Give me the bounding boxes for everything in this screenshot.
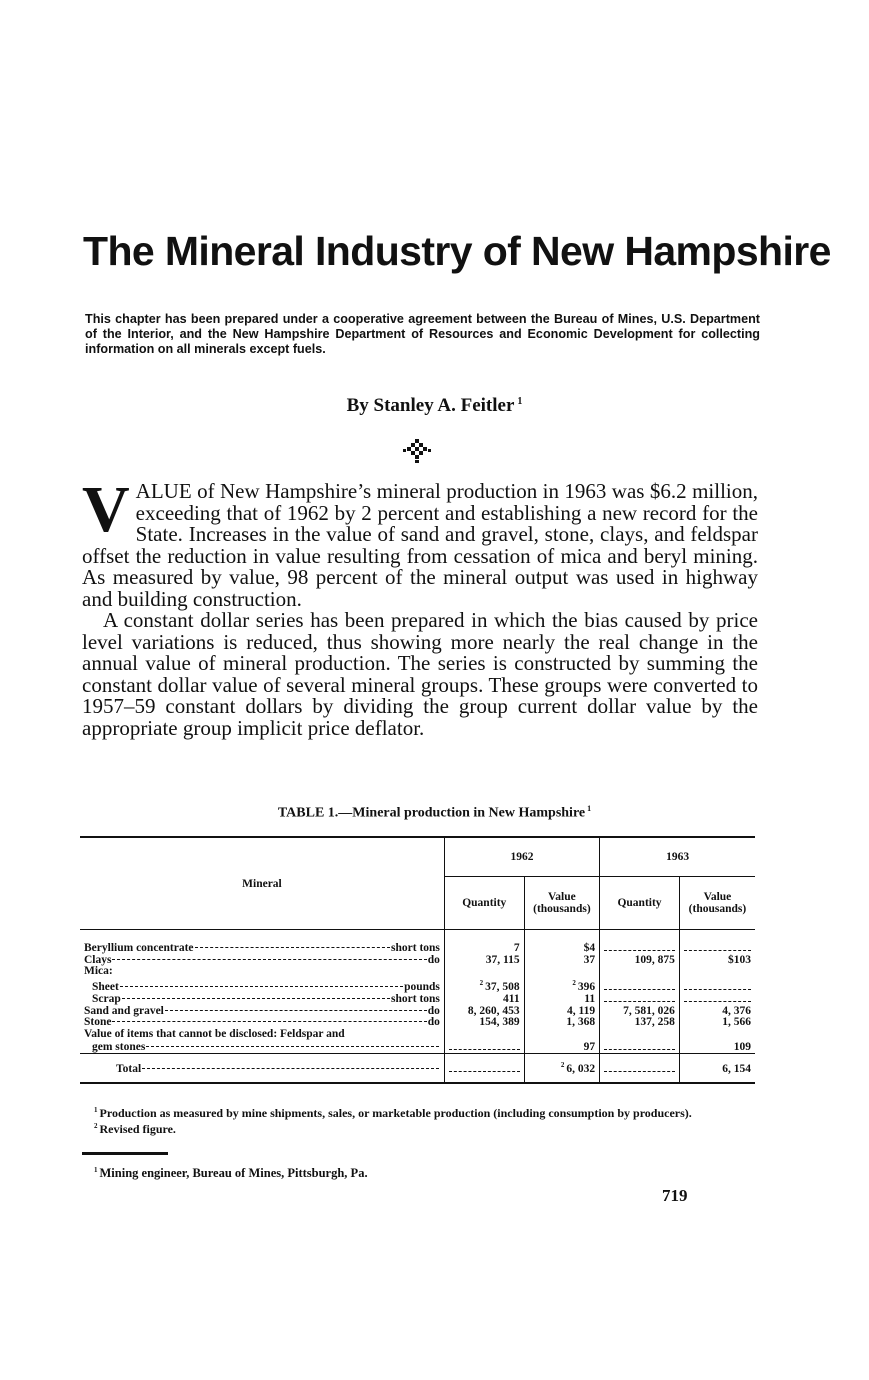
total-v1-value: 6, 032 (566, 1063, 596, 1075)
table-row (80, 978, 755, 993)
row-label: Stone (84, 1016, 112, 1029)
author-footnote-text: Mining engineer, Bureau of Mines, Pittsburgh, Pa. (99, 1166, 368, 1181)
table-caption-text: TABLE 1.—Mineral production in New Hampshire (277, 805, 586, 821)
header-value-1962 (524, 877, 600, 930)
revised-mark: 2 (479, 978, 484, 987)
footnote-1-text: Production as measured by mine shipments, sales, or marketable production (including consumption by producers). (99, 1106, 692, 1120)
row-label: Scrap (92, 993, 121, 1006)
cell-v1-value: 396 (577, 980, 596, 993)
footnote-1-mark: 1 (94, 1106, 98, 1114)
row-label: Clays (84, 953, 112, 966)
table-row (80, 942, 755, 955)
cell-q1: 8, 260, 453 (444, 1006, 524, 1018)
table-row (80, 955, 755, 967)
drop-cap: V (82, 473, 130, 546)
footnote-2-mark: 2 (94, 1122, 98, 1130)
cell-q2-empty (600, 993, 680, 1006)
cell-v2-empty (679, 978, 755, 993)
table-row (80, 993, 755, 1006)
page-number: 719 (662, 1186, 688, 1205)
cell-v1: $4 (524, 942, 600, 955)
cell-v1: 1, 368 (524, 1017, 600, 1029)
paragraph-1-text: ALUE of New Hampshire’s mineral production in 1963 was $6.2 million, exceeding that of 1962 by 2 percent and establishing a new record for the State. Increases in the value of sand and gravel, stone, clays, and feldspar offset the reduction in value resulting from cessation of mica and beryl mining. As measured by value, 98 percent of the mineral output was used in highway and building construction. (82, 479, 758, 611)
row-unit: do (427, 953, 440, 966)
cell-v1: 37 (524, 955, 600, 967)
row-label: Value of items that cannot be disclosed: Feldspar and (84, 1027, 345, 1040)
total-v2: 6, 154 (679, 1054, 755, 1083)
author-footnote (94, 1166, 368, 1181)
byline (0, 395, 869, 417)
cell-v1 (524, 978, 600, 993)
paragraph-1 (82, 473, 758, 611)
cell-v2: $103 (679, 955, 755, 967)
byline-text: By Stanley A. Feitler (346, 395, 515, 416)
cell-v2: 1, 566 (679, 1017, 755, 1029)
header-mineral: Mineral (80, 837, 444, 930)
row-unit: do (427, 1016, 440, 1029)
header-quantity-1962: Quantity (444, 877, 524, 930)
revised-mark: 2 (560, 1061, 565, 1070)
cell-q2-empty (600, 1054, 680, 1083)
row-label: Mica: (84, 965, 113, 978)
cell-q2-empty (600, 942, 680, 955)
footnote-2 (82, 1120, 758, 1136)
table-row (80, 1041, 755, 1054)
table-caption-mark: 1 (587, 804, 592, 813)
chapter-title: The Mineral Industry of New Hampshire (83, 228, 831, 274)
table-footnotes (82, 1104, 758, 1136)
row-unit: short tons (391, 942, 440, 954)
cell-q1: 37, 115 (444, 955, 524, 967)
cell-v2-empty (679, 942, 755, 955)
cell-q1: 154, 389 (444, 1017, 524, 1029)
row-label: Sand and gravel (84, 1004, 164, 1017)
table-row (80, 966, 755, 978)
row-unit: short tons (391, 993, 440, 1006)
row-label: Beryllium concentrate (84, 942, 194, 954)
cell-q2-empty (600, 1041, 680, 1054)
row-label: Sheet (92, 980, 119, 993)
header-year-1963: 1963 (600, 837, 755, 877)
cell-v1: 11 (524, 993, 600, 1006)
cell-q1-empty (444, 1041, 524, 1054)
ornament-icon (403, 438, 431, 464)
table-caption (0, 804, 869, 822)
header-quantity-1963: Quantity (600, 877, 680, 930)
row-unit: do (427, 1004, 440, 1017)
total-v1 (524, 1054, 600, 1083)
cell-v2-empty (679, 993, 755, 1006)
body-text (82, 473, 758, 740)
cell-v1: 97 (524, 1041, 600, 1054)
cell-q2-empty (600, 978, 680, 993)
cell-q1-empty (444, 1054, 524, 1083)
footnote-divider (82, 1152, 168, 1155)
cell-q1: 7 (444, 942, 524, 955)
header-value-1963 (679, 877, 755, 930)
author-footnote-mark: 1 (94, 1166, 98, 1174)
cell-q2: 109, 875 (600, 955, 680, 967)
byline-footnote-mark: 1 (517, 395, 523, 407)
paragraph-2: A constant dollar series has been prepared in which the bias caused by price level variations is reduced, thus showing more nearly the real change in the annual value of mineral production. The series is constructed by summing the constant dollar value of several mineral groups. These groups were converted to 1957–59 constant dollars by dividing the group current dollar value by the appropriate group implicit price deflator. (82, 608, 758, 740)
cell-v1: 4, 119 (524, 1006, 600, 1018)
table-row (80, 1029, 755, 1041)
row-label: gem stones (92, 1040, 146, 1053)
header-value-unit: (thousands) (688, 903, 747, 915)
revised-mark: 2 (572, 978, 576, 987)
cell-v2: 109 (679, 1041, 755, 1054)
cell-q1-value: 37, 508 (485, 980, 520, 993)
cell-q2: 7, 581, 026 (600, 1006, 680, 1018)
total-label: Total (116, 1063, 142, 1075)
chapter-intro: This chapter has been prepared under a cooperative agreement between the Bureau of Mines, U.S. Department of the Interior, and the New Hampshire Department of Resources and Economic Development for collecting information on all minerals except fuels. (85, 312, 760, 356)
footnote-1 (82, 1104, 758, 1120)
footnote-2-text: Revised figure. (99, 1122, 176, 1136)
table-total-row (80, 1054, 755, 1083)
header-value-unit: (thousands) (533, 903, 591, 915)
row-unit: pounds (404, 980, 440, 993)
mineral-production-table (80, 836, 755, 1084)
cell-v2: 4, 376 (679, 1006, 755, 1018)
cell-q1 (444, 978, 524, 993)
header-value-label: Value (703, 891, 732, 903)
cell-q1: 411 (444, 993, 524, 1006)
header-value-label: Value (548, 891, 576, 903)
cell-q2: 137, 258 (600, 1017, 680, 1029)
header-year-1962: 1962 (444, 837, 599, 877)
